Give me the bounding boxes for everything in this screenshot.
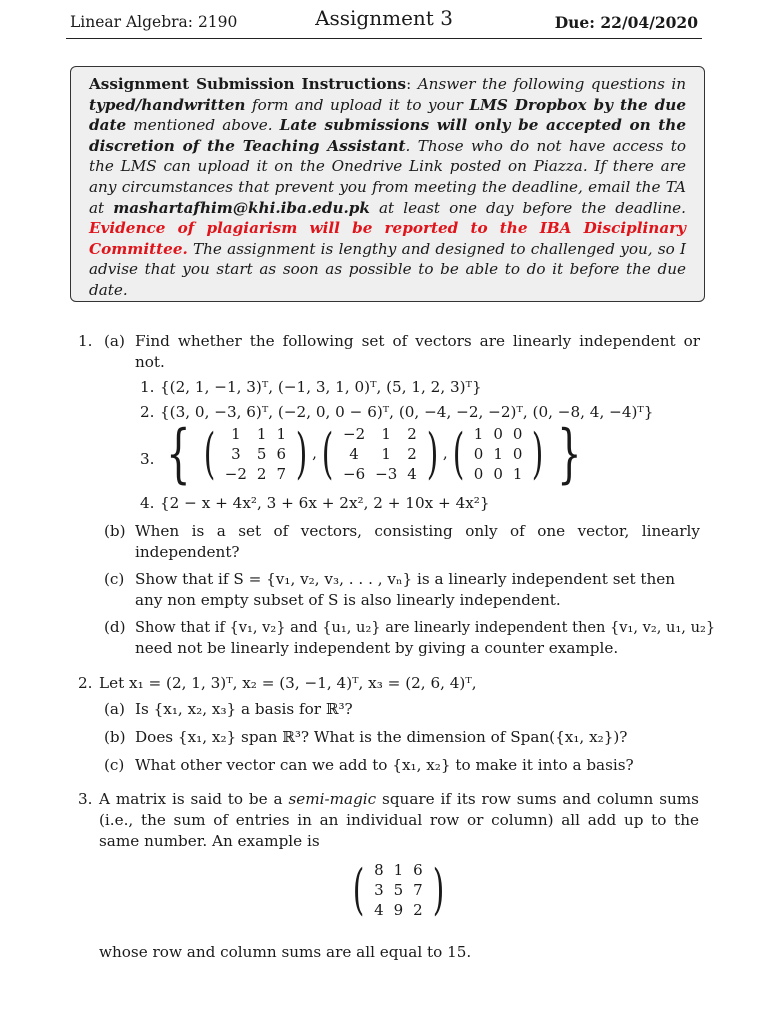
instructions-text-5: mentioned above.: [126, 116, 280, 135]
matrix-cell: 0: [473, 465, 484, 483]
q2c-label: (c): [104, 756, 125, 774]
right-paren: ): [426, 422, 439, 485]
matrix-cell: 7: [276, 465, 287, 483]
matrix-cell: 1: [381, 425, 391, 443]
q1a-item4: {2 − x + 4x², 3 + 6x + 2x², 2 + 10x + 4x²}: [160, 494, 490, 512]
q3-example-matrix: [348, 860, 449, 920]
matrix-1: [220, 424, 291, 484]
instructions-late: Late submissions will only be accepted on the discretion of the Teaching Assistant: [89, 116, 686, 155]
q1b-label: (b): [104, 522, 126, 540]
matrix-cell: 0: [473, 445, 484, 463]
matrix-cell: 0: [512, 425, 523, 443]
q3-after-text: whose row and column sums are all equal to 15.: [99, 943, 472, 961]
matrix-cell: 1: [231, 425, 241, 443]
q1a-label: (a): [104, 332, 125, 350]
instructions-text-2: typed/handwritten: [89, 95, 246, 114]
matrix-cell: 7: [413, 881, 423, 899]
right-paren: ): [432, 858, 445, 921]
matrix-cell: 2: [413, 901, 423, 919]
matrix-cell: 3: [374, 881, 384, 899]
q3-text-part: A matrix is said to be a: [99, 790, 289, 808]
instructions-text-3: form and upload it to your: [245, 95, 470, 114]
q2b-text: Does {x₁, x₂} span ℝ³? What is the dimension of Span({x₁, x₂})?: [135, 728, 628, 746]
matrix-cell: 1: [381, 445, 391, 463]
left-paren: (: [452, 422, 465, 485]
matrix-cell: 0: [493, 425, 503, 443]
q1c-text-line1: Show that if S = {v₁, v₂, v₃, . . . , vₙ} is a linearly independent set then: [135, 570, 676, 588]
matrix-cell: 2: [407, 425, 417, 443]
matrix-cell: 3: [231, 445, 241, 463]
semi-magic-matrix: [369, 860, 428, 920]
matrix-cell: 1: [276, 425, 287, 443]
matrix-cell: 2: [407, 445, 417, 463]
matrix-cell: −3: [375, 465, 398, 483]
matrix-cell: 0: [512, 445, 523, 463]
q1a-item1: {(2, 1, −1, 3)ᵀ, (−1, 3, 1, 0)ᵀ, (5, 1, 2, 3)ᵀ}: [160, 378, 482, 396]
left-paren: (: [203, 422, 216, 485]
matrix-cell: 5: [256, 445, 267, 463]
q2-number: 2.: [78, 674, 93, 692]
q2c-text: What other vector can we add to {x₁, x₂} to make it into a basis?: [135, 756, 634, 774]
q3-term: semi-magic: [288, 790, 377, 808]
due-date: Due: 22/04/2020: [554, 13, 698, 32]
q1c-label: (c): [104, 570, 125, 588]
ta-email: mashartafhim@khi.iba.edu.pk: [113, 198, 370, 217]
right-paren: ): [532, 422, 544, 485]
q1a-item2-number: 2.: [140, 403, 155, 421]
q1d-label: (d): [104, 618, 126, 636]
matrix-cell: 4: [374, 901, 384, 919]
instructions-text-1: Answer the following questions in: [417, 75, 687, 93]
instructions-lms: LMS Dropbox by the due date: [89, 95, 686, 135]
matrix-3: [469, 424, 528, 484]
q1d-text-line1: Show that if {v₁, v₂} and {u₁, u₂} are linearly independent then {v₁, v₂, u₁, u₂}: [135, 619, 716, 636]
q1-number: 1.: [78, 332, 93, 350]
q1a-item1-number: 1.: [140, 378, 155, 396]
matrix-cell: −2: [343, 425, 366, 443]
instructions-label: Assignment Submission Instructions: [89, 75, 407, 93]
instructions-box: Assignment Submission Instructions: Answer the following questions in typed/handwritten form and upload it to your LMS Dropbox by the due date mentioned above. Late submissions will only be accepted on the discretion of the Teaching Assistant. Those who do not have access to the LMS can upload it on the Onedrive Link posted on Piazza. If there are any circumstances that prevent you from meeting the deadline, email the TA at mashartafhim@khi.iba.edu.pk at least one day before the deadline. Evidence of plagiarism will be reported to the IBA Disciplinary Committee. The assignment is lengthy and designed to challenged you, so I advise that you start as soon as possible to be able to do it before the due date.: [70, 66, 705, 302]
plagiarism-warning: Evidence of plagiarism will be reported to the IBA Disciplinary Committee.: [89, 219, 686, 258]
matrix-cell: 1: [256, 425, 267, 443]
assignment-title: Assignment 3: [315, 6, 453, 30]
matrix-cell: 0: [493, 465, 503, 483]
matrix-cell: 1: [473, 425, 484, 443]
matrix-2: [338, 424, 422, 484]
q2b-label: (b): [104, 728, 126, 746]
q1b-text: When is a set of vectors, consisting only of one vector, linearly independent?: [135, 522, 700, 561]
matrix-cell: 2: [256, 465, 267, 483]
matrix-cell: 6: [413, 861, 423, 879]
matrix-cell: 4: [349, 445, 359, 463]
matrix-cell: 1: [512, 465, 523, 483]
q3-text: [99, 789, 699, 852]
header-rule: [66, 38, 702, 39]
q2a-label: (a): [104, 700, 125, 718]
instructions-text-9: The assignment is lengthy and designed to challenged you, so I advise that you start as soon as possible to be able to do it before the due date.: [89, 239, 686, 299]
matrix-cell: 9: [393, 901, 404, 919]
left-paren: (: [352, 858, 365, 921]
q1d-text-line2: need not be linearly independent by giving a counter example.: [135, 639, 619, 657]
q2a-text: Is {x₁, x₂, x₃} a basis for ℝ³?: [135, 700, 353, 718]
matrix-cell: −6: [343, 465, 366, 483]
q1a-item3-number: 3.: [140, 450, 155, 468]
q2-text: Let x₁ = (2, 1, 3)ᵀ, x₂ = (3, −1, 4)ᵀ, x₃ = (2, 6, 4)ᵀ,: [99, 674, 477, 692]
matrix-cell: 4: [407, 465, 417, 483]
q1c-text-line2: any non empty subset of S is also linearly independent.: [135, 591, 561, 609]
right-paren: ): [295, 422, 308, 485]
matrix-cell: 1: [493, 445, 503, 463]
matrix-cell: 5: [393, 881, 404, 899]
q3-number: 3.: [78, 790, 93, 808]
right-brace: }: [556, 417, 582, 491]
q1a-matrix-set: { ( 1 1 1 3 5 6 −2 2 7 ) ,( −2 1 2 4 1 2 −6 −3 4 ) ,( 1 0 0 0 1 0 0 0 1 ) }: [166, 417, 582, 491]
matrix-cell: 8: [374, 861, 384, 879]
matrix-cell: 6: [276, 445, 287, 463]
course-name: Linear Algebra: 2190: [70, 13, 238, 31]
instructions-text-8: at least one day before the deadline.: [369, 198, 686, 217]
matrix-cell: 1: [393, 861, 404, 879]
left-paren: (: [321, 422, 334, 485]
q3-text-part: square if its row sums and column sums (i.e., the sum of entries in an individual row or column) all add up to the same number. An example is: [99, 790, 699, 850]
instructions-text-7: . Those who do not have access to the LMS can upload it on the Onedrive Link posted on Piazza. If there are any circumstances that prevent you from meeting the deadline, email the TA at: [89, 136, 686, 217]
q1a-text: Find whether the following set of vectors are linearly independent or not.: [135, 332, 700, 371]
left-brace: {: [166, 417, 191, 491]
q1a-item4-number: 4.: [140, 494, 155, 512]
q1a-item2: {(3, 0, −3, 6)ᵀ, (−2, 0, 0 − 6)ᵀ, (0, −4, −2, −2)ᵀ, (0, −8, 4, −4)ᵀ}: [160, 403, 654, 421]
matrix-cell: −2: [224, 465, 247, 483]
